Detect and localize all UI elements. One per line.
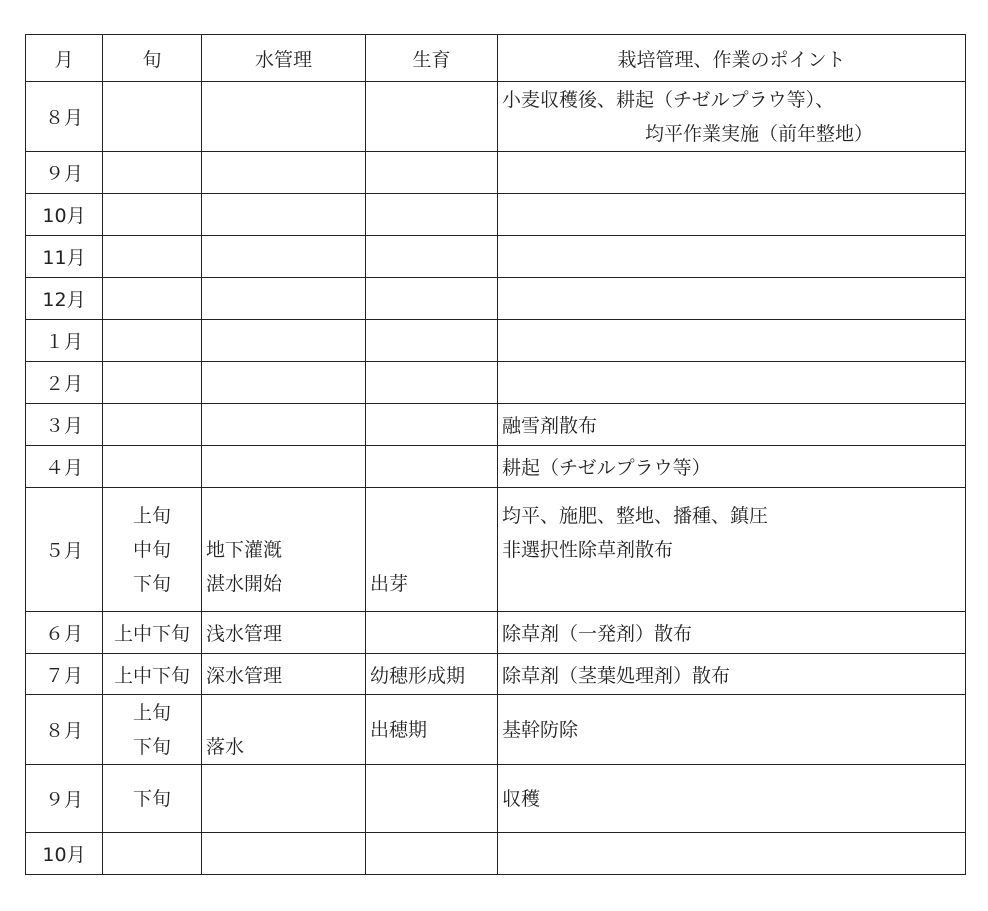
points-cell [498,236,966,278]
points-cell [498,278,966,320]
table-row [26,654,966,695]
header-water: 水管理 [202,35,366,82]
growth-line: 出芽 [370,572,409,595]
water-cell [202,278,366,320]
jun-cell [103,194,202,236]
month-cell: ４月 [26,446,103,488]
water-cell [202,82,366,152]
water-cell: 浅水管理 [202,612,366,654]
cultivation-schedule-table [25,34,966,875]
month-cell: ８月 [26,82,103,152]
growth-cell [366,362,498,404]
points-cell [498,765,966,833]
water-cell [202,695,366,765]
growth-cell [366,765,498,833]
jun-cell: 上中下旬 [103,654,202,695]
points-line: 均平作業実施（前年整地） [644,122,873,145]
water-line: 地下灌漑 [206,538,283,561]
jun-line: 下旬 [132,572,171,595]
jun-line: 下旬 [132,735,171,758]
water-cell [202,488,366,612]
points-cell [498,152,966,194]
month-cell: ７月 [26,654,103,695]
water-line: 落水 [206,735,245,758]
table-row [26,446,966,488]
water-cell [202,833,366,875]
jun-cell [103,695,202,765]
points-cell [498,488,966,612]
jun-cell [103,82,202,152]
month-cell: 10月 [26,194,103,236]
jun-cell [103,765,202,833]
month-cell: ３月 [26,404,103,446]
jun-cell [103,236,202,278]
growth-cell [366,82,498,152]
water-cell [202,152,366,194]
points-cell [498,320,966,362]
growth-line [370,499,497,533]
jun-cell [103,404,202,446]
table-row [26,152,966,194]
jun-cell: 上中下旬 [103,612,202,654]
growth-cell [366,320,498,362]
month-cell: ５月 [26,488,103,612]
jun-cell [103,320,202,362]
header-points: 栽培管理、作業のポイント [498,35,966,82]
month-cell: ２月 [26,362,103,404]
jun-cell [103,833,202,875]
growth-cell [366,278,498,320]
water-cell [202,446,366,488]
growth-line [370,533,497,567]
table-row [26,404,966,446]
month-cell: 12月 [26,278,103,320]
growth-cell [366,612,498,654]
growth-cell [366,833,498,875]
table-row [26,362,966,404]
points-line: 小麦収穫後、耕起（チゼルプラウ等）、 [502,88,835,111]
water-cell [202,362,366,404]
header-jun: 旬 [103,35,202,82]
points-cell [498,194,966,236]
month-cell: ９月 [26,152,103,194]
points-cell: 除草剤（一発剤）散布 [498,612,966,654]
table-row [26,765,966,833]
growth-cell [366,236,498,278]
jun-line: 中旬 [132,538,171,561]
table-row [26,278,966,320]
growth-line: 出穂期 [370,718,428,741]
month-cell: ８月 [26,695,103,765]
jun-line: 下旬 [132,787,171,810]
points-line: 非選択性除草剤散布 [502,538,674,561]
month-cell: １月 [26,320,103,362]
points-cell [498,833,966,875]
month-cell: ６月 [26,612,103,654]
growth-cell [366,446,498,488]
growth-cell [366,695,498,765]
points-cell [498,362,966,404]
water-line [206,499,365,533]
water-line: 湛水開始 [206,572,283,595]
header-month: 月 [26,35,103,82]
water-cell [202,194,366,236]
points-cell [498,82,966,152]
points-cell: 除草剤（茎葉処理剤）散布 [498,654,966,695]
jun-line: 上旬 [132,504,171,527]
points-cell: 融雪剤散布 [498,404,966,446]
jun-cell [103,488,202,612]
header-growth: 生育 [366,35,498,82]
table-row [26,194,966,236]
growth-cell [366,404,498,446]
month-cell: ９月 [26,765,103,833]
points-line [502,567,965,601]
table-row [26,82,966,152]
water-cell [202,236,366,278]
water-cell: 深水管理 [202,654,366,695]
growth-cell [366,152,498,194]
jun-cell [103,152,202,194]
table-row [26,236,966,278]
table-row [26,320,966,362]
points-cell: 耕起（チゼルプラウ等） [498,446,966,488]
month-cell: 11月 [26,236,103,278]
water-line [206,696,365,730]
table-row [26,833,966,875]
table-row [26,695,966,765]
growth-cell [366,488,498,612]
jun-cell [103,446,202,488]
points-cell [498,695,966,765]
points-line: 均平、施肥、整地、播種、鎮圧 [502,504,769,527]
month-cell: 10月 [26,833,103,875]
jun-cell [103,278,202,320]
table-row [26,488,966,612]
water-cell [202,765,366,833]
growth-cell: 幼穂形成期 [366,654,498,695]
water-cell [202,404,366,446]
points-line: 基幹防除 [502,718,579,741]
growth-cell [366,194,498,236]
jun-cell [103,362,202,404]
points-line: 収穫 [502,787,541,810]
table-row [26,612,966,654]
jun-line: 上旬 [132,701,171,724]
water-cell [202,320,366,362]
header-row [26,35,966,82]
